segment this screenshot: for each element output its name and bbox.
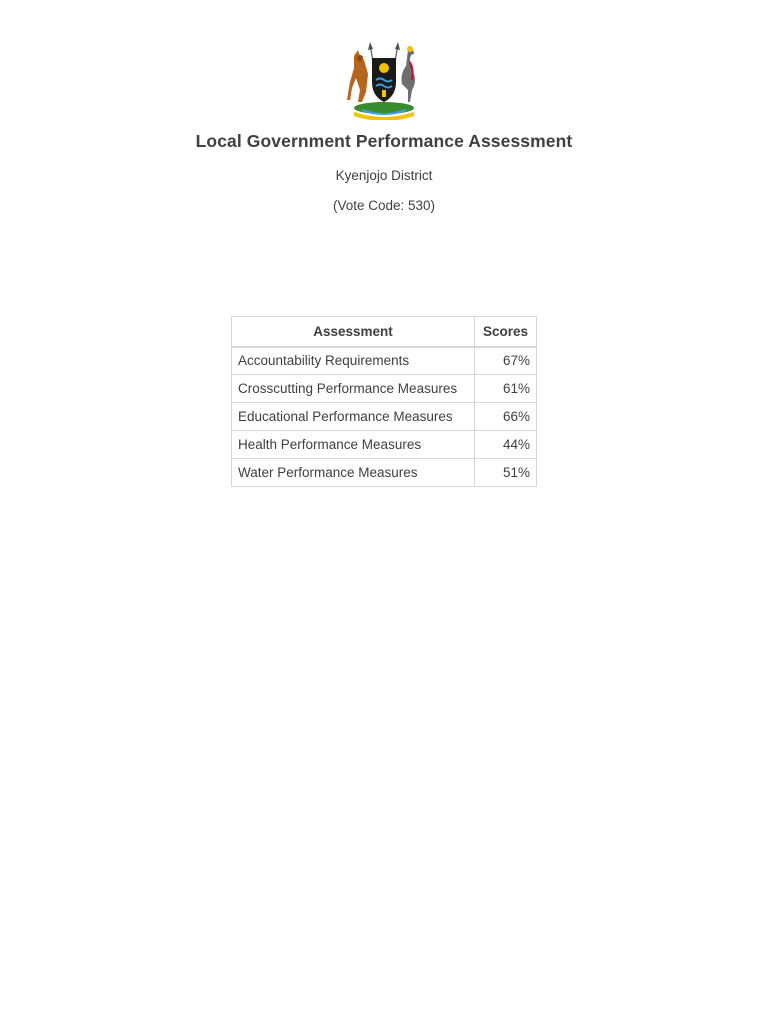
assessment-name: Water Performance Measures	[232, 459, 475, 487]
column-header-scores: Scores	[475, 317, 537, 347]
assessment-score: 44%	[475, 431, 537, 459]
table-row	[232, 347, 537, 375]
vote-code: (Vote Code: 530)	[332, 198, 436, 213]
district-name: Kyenjojo District	[335, 168, 433, 183]
assessment-name: Health Performance Measures	[232, 431, 475, 459]
table-row	[232, 403, 537, 431]
table-row	[232, 431, 537, 459]
table-header-row	[232, 317, 537, 347]
coat-of-arms-icon	[340, 40, 428, 120]
assessment-name: Crosscutting Performance Measures	[232, 375, 475, 403]
table-row	[232, 375, 537, 403]
assessment-score: 61%	[475, 375, 537, 403]
table-row	[232, 459, 537, 487]
assessment-scores-table	[231, 316, 537, 487]
assessment-score: 51%	[475, 459, 537, 487]
assessment-name: Educational Performance Measures	[232, 403, 475, 431]
column-header-assessment: Assessment	[232, 317, 475, 347]
assessment-score: 66%	[475, 403, 537, 431]
assessment-score: 67%	[475, 347, 537, 375]
assessment-name: Accountability Requirements	[232, 347, 475, 375]
page-title: Local Government Performance Assessment	[195, 131, 573, 151]
